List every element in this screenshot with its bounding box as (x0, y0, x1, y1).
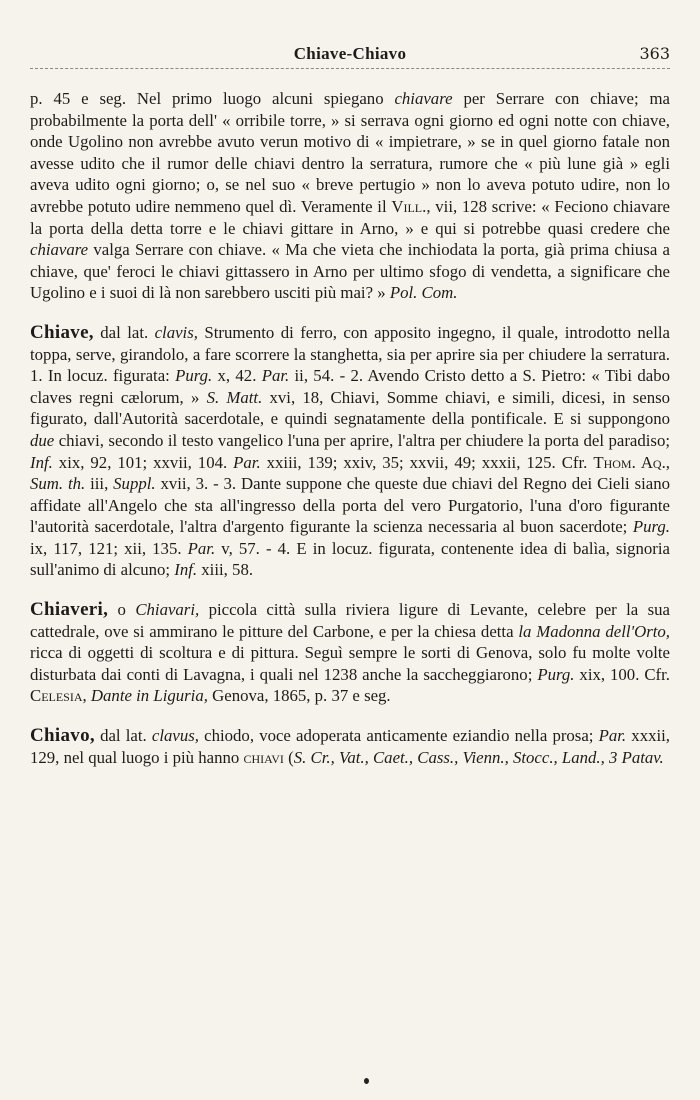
smallcaps-author: Thom. Aq. (593, 452, 666, 472)
italic-term: clavus, (151, 726, 199, 746)
text-run: Genova, 1865, p. 37 e seg. (207, 686, 391, 706)
text-run: piccola città sulla riviera ligure di Levante, celebre per la sua cattedrale, ove si ammirano le pitture del Carbone, e per la chiesa detta (30, 600, 670, 641)
entry-chiaveri (30, 599, 670, 707)
header-rule (30, 68, 670, 69)
text-run: dal lat. (94, 726, 152, 746)
italic-term: due (30, 430, 55, 450)
print-mark (364, 1078, 369, 1084)
text-run: xiii, 58. (197, 560, 254, 580)
entry-chiavo (30, 725, 670, 768)
italic-reference: Purg. (175, 366, 213, 386)
page-number: 363 (639, 44, 670, 63)
italic-term: chiavare (30, 240, 89, 260)
italic-reference: Purg. (537, 664, 575, 684)
text-run: xix, 92, 101; xxvii, 104. (52, 452, 234, 472)
text-run: chiodo, voce adoperata anticamente eziandio nella prosa; (198, 726, 599, 746)
text-run: , (665, 452, 670, 472)
text-run: xxiii, 139; xxiv, 35; xxvii, 49; xxxii, 125. Cfr. (260, 452, 594, 472)
text-run: xvii, 3. - 3. Dante suppone che queste due chiavi del Regno dei Cieli siano affidate all'Angelo che sta all'ingresso della porta del vero Purgatorio, l'una d'oro figurante l'autorità sacerdotale, l'altra d'argento figurante la scienza necessaria al buon sacerdote; (30, 474, 670, 537)
continuation-paragraph (30, 88, 670, 304)
text-run: xxxii, 129, nel qual luogo i più hanno (30, 726, 671, 767)
entry-headword: Chiave, (30, 321, 94, 343)
text-run: chiavi, secondo il testo vangelico l'una per aprire, l'altra per chiudere la porta del paradiso; (54, 430, 670, 450)
text-run: x, 42. (212, 366, 262, 386)
italic-reference: Pol. Com. (389, 283, 458, 303)
entry-headword: Chiaveri, (30, 599, 109, 621)
text-run: , vii, 128 scrive: « Feciono chiavare la porta della detta torre e le chiavi gittare in Arno, » e qui si potrebbe quasi credere che (30, 196, 670, 238)
text-body (30, 88, 670, 768)
text-run: ix, 117, 121; xii, 135. (30, 538, 188, 558)
text-run: xix, 100. Cfr. (574, 664, 670, 684)
text-run: valga Serrare con chiave. « Ma che vieta che inchiodata la porta, già prima chiusa a chiave, que' feroci le chiavi gittassero in Arno per ultimo sfogo di vendetta, a significare che Ugolino e i suoi di là non sarebbero usciti più mai? » (30, 240, 670, 303)
italic-reference: Inf. (174, 560, 198, 580)
smallcaps-term: chiavi (243, 747, 284, 767)
italic-reference: Inf. (30, 452, 53, 472)
italic-term: la Madonna dell'Orto, (518, 621, 671, 641)
italic-term: chiavare (394, 89, 453, 108)
italic-reference: S. Cr., Vat., Caet., Cass., Vienn., Stocc., Land., 3 Patav. (293, 747, 664, 767)
italic-term: clavis, (154, 322, 198, 342)
italic-reference: Par. (187, 538, 216, 558)
italic-term: Chiavari, (135, 600, 200, 620)
italic-reference: Suppl. (113, 474, 156, 494)
italic-reference: S. Matt. (206, 387, 263, 407)
text-run: Strumento di ferro, con apposito ingegno, il quale, introdotto nella toppa, serve, girandolo, a fare scorrere la stanghetta, sia per aprire sia per chiudere la serratura. 1. In locuz. figurata: (30, 322, 670, 386)
text-run: p. 45 e seg. Nel primo luogo alcuni spiegano (30, 89, 395, 108)
smallcaps-author: Celesia, (30, 686, 87, 706)
italic-reference: Par. (598, 726, 627, 746)
italic-reference: Par. (233, 452, 261, 472)
text-run: dal lat. (93, 322, 155, 342)
text-run: o (108, 600, 136, 620)
italic-reference: Sum. th. (30, 474, 86, 494)
running-title: Chiave-Chiavo (293, 44, 407, 63)
text-run: xvi, 18, Chiavi, Somme chiavi, e simili, dicesi, in senso figurato, dall'Autorità sacerdotale, e quindi segnatamente della pontificale. E si suppongono (30, 387, 671, 429)
text-run: iii, (85, 474, 114, 494)
text-run: ii, 54. - 2. Avendo Cristo detto a S. Pietro: « Tibi dabo claves regni cælorum, » (30, 366, 670, 407)
entry-headword: Chiavo, (30, 725, 95, 747)
entry-chiave (30, 322, 670, 581)
italic-reference: Purg. (632, 517, 670, 537)
running-header (30, 42, 670, 70)
text-run: per Serrare con chiave; ma probabilmente la porta dell' « orribile torre, » si serrava ogni giorno ed ogni notte con chiave, onde Ugolino non avrebbe avuto verun motivo di « impietrare, » se in quel giorno fatale non avesse udito che il rumor delle chiavi dentro la serratura, rumore che « più lune già » egli aveva udito ogni giorno; o, se nel suo « breve pertugio » non lo aveva potuto udire, non lo avrebbe potuto udire nemmeno quel dì. Veramente il (30, 89, 670, 216)
smallcaps-author: Vill. (391, 196, 427, 216)
text-run: ricca di oggetti di scoltura e di pittura. Seguì sempre le sorti di Genova, solo fu molte volte disturbata dai conti di Lavagna, i quali nel 1238 anche la saccheggiarono; (30, 643, 670, 684)
italic-reference: Par. (261, 366, 290, 386)
text-run: v, 57. - 4. E in locuz. figurata, contenente idea di balìa, signoria sull'animo di alcuno; (30, 538, 670, 580)
text-run: ( (283, 747, 294, 767)
italic-reference: Dante in Liguria, (90, 686, 208, 706)
